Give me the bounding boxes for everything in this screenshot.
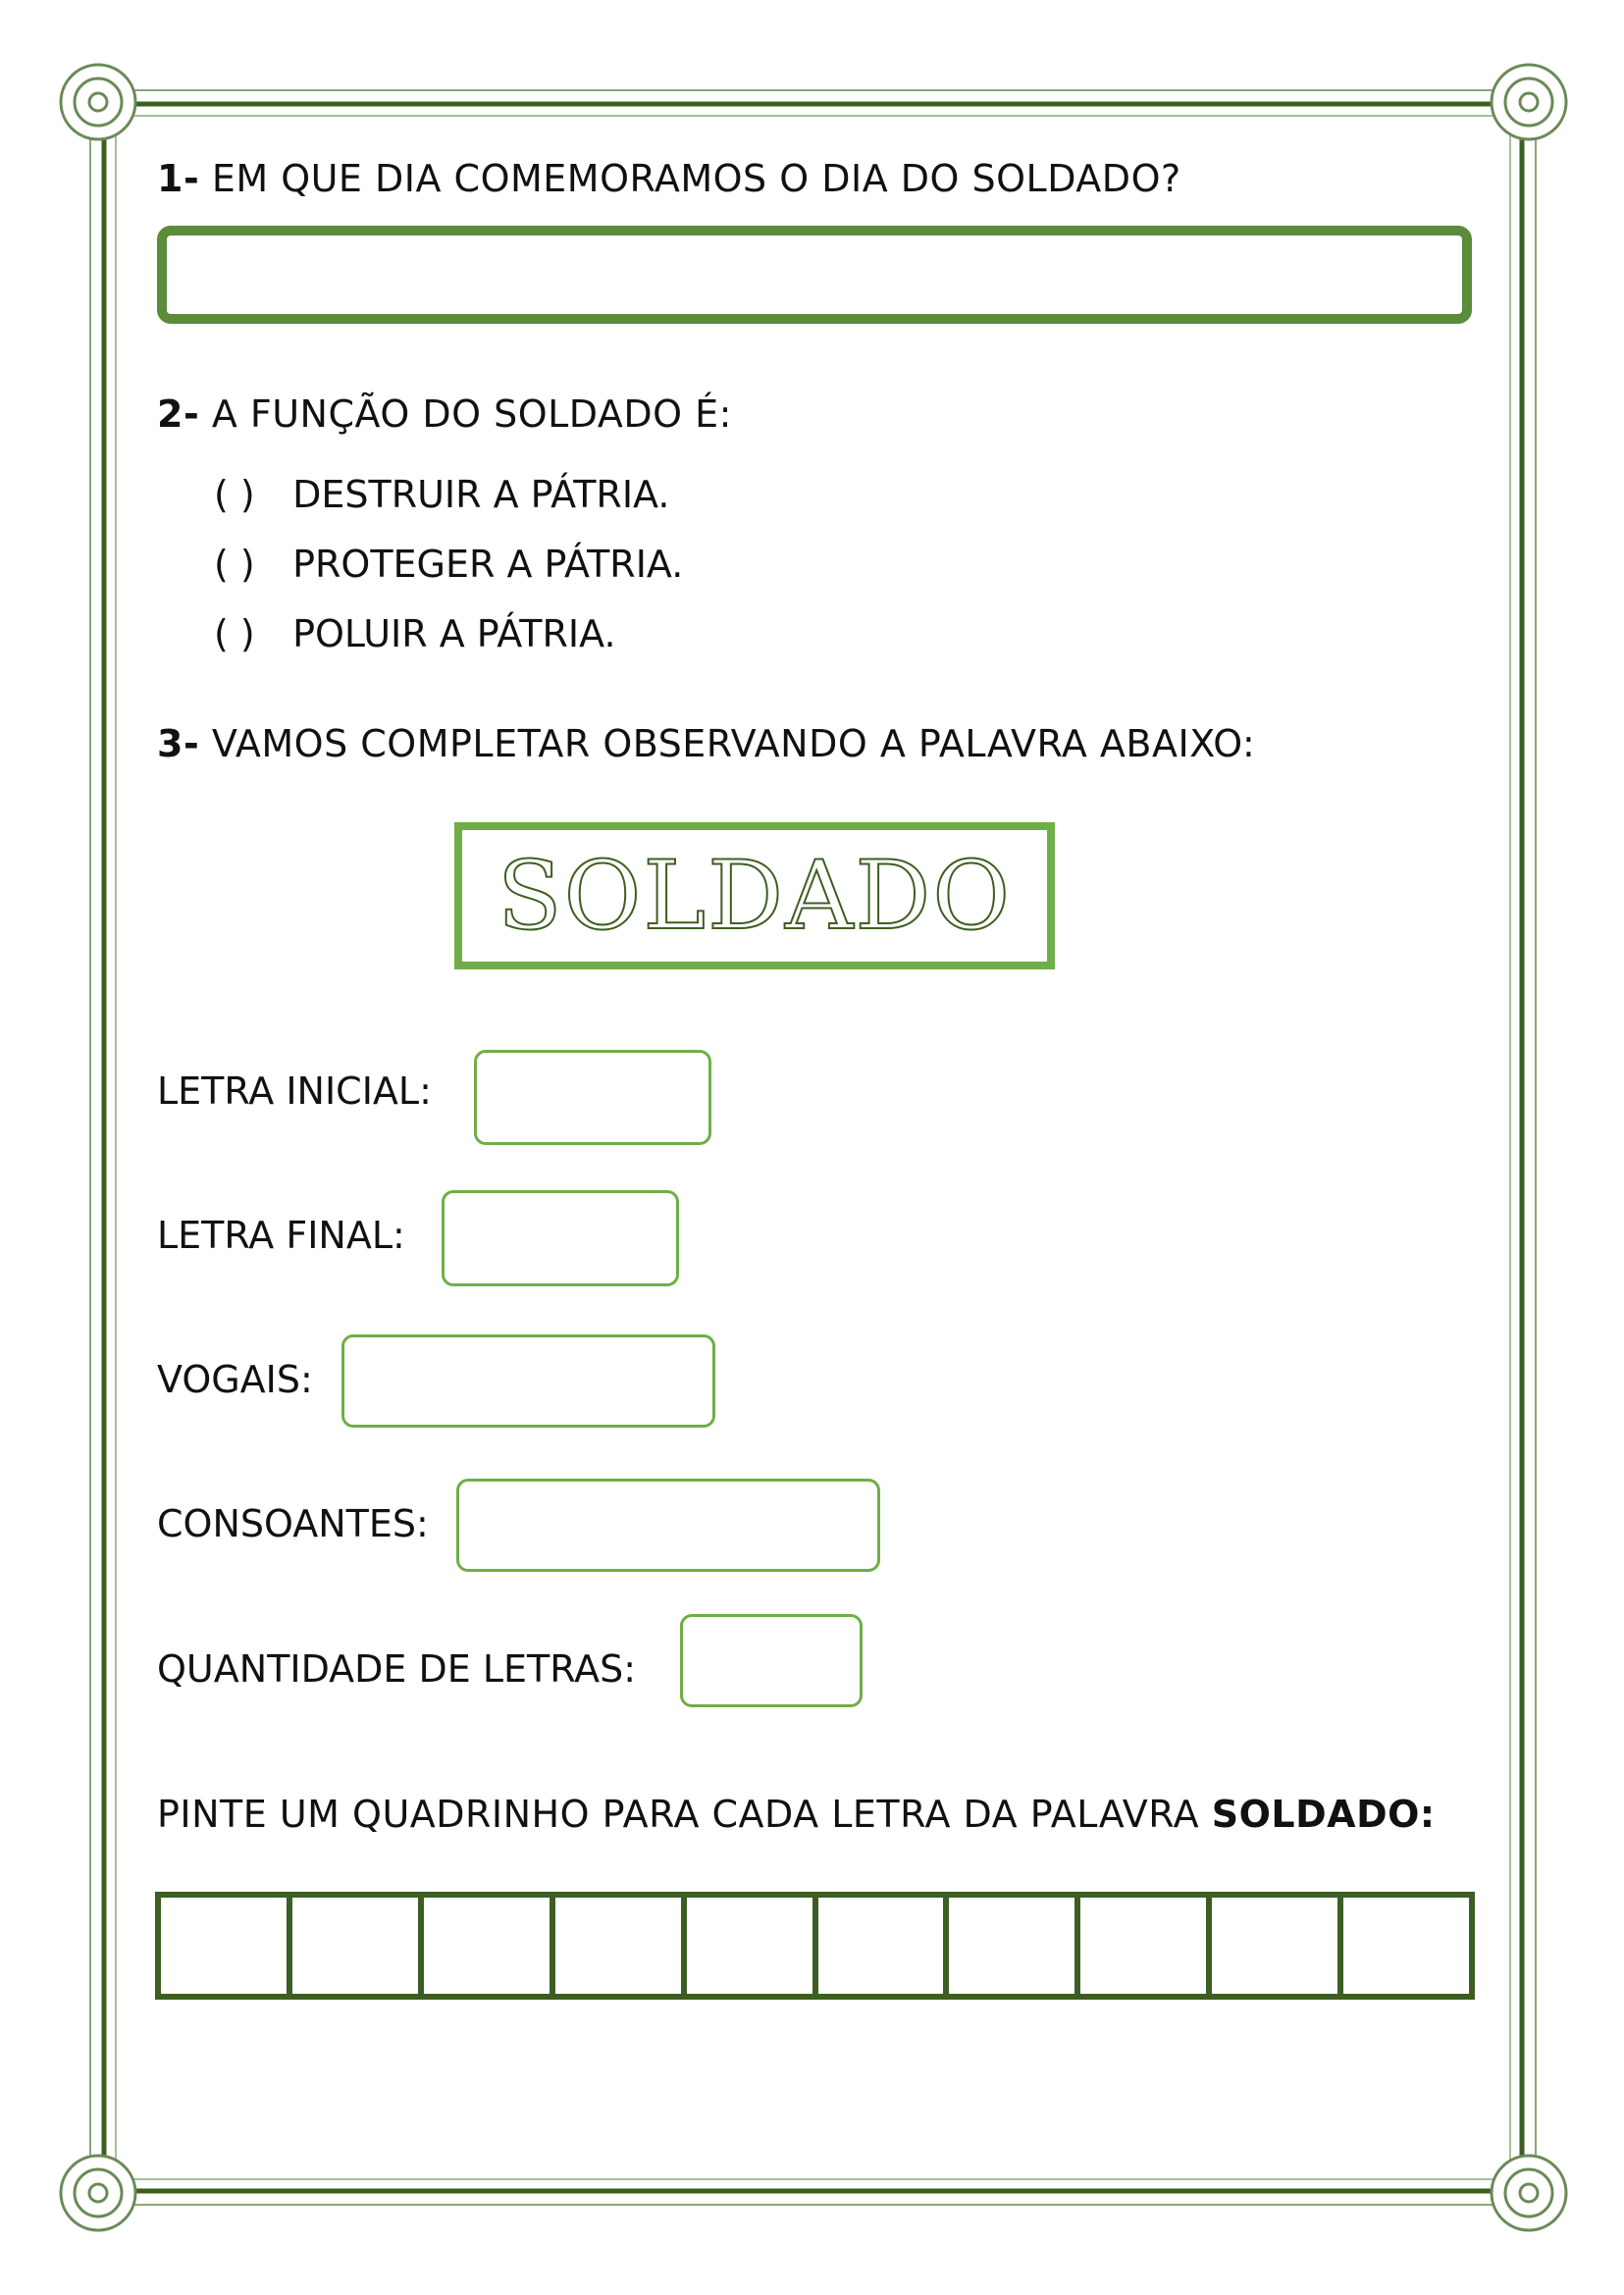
question-2-number: 2- <box>157 392 200 436</box>
question-3 <box>157 722 1255 765</box>
option-checkbox[interactable]: ( ) <box>214 473 255 516</box>
question-3-number: 3- <box>157 722 200 765</box>
question-2 <box>157 392 732 436</box>
option-checkbox[interactable]: ( ) <box>214 543 255 586</box>
question-1-number: 1- <box>157 157 200 200</box>
letter-square[interactable] <box>818 1898 950 1994</box>
paint-instruction-text: PINTE UM QUADRINHO PARA CADA LETRA DA PALAVRA <box>157 1793 1212 1836</box>
question-1-answer-box[interactable] <box>157 226 1472 324</box>
paint-instruction <box>157 1793 1436 1836</box>
quantidade-letras-box[interactable] <box>680 1614 863 1707</box>
option-label: POLUIR A PÁTRIA. <box>292 612 616 655</box>
letter-square[interactable] <box>161 1898 292 1994</box>
letra-inicial-box[interactable] <box>474 1050 711 1145</box>
letter-squares-grid <box>155 1892 1475 2000</box>
letter-square[interactable] <box>1080 1898 1212 1994</box>
paint-instruction-word: SOLDADO: <box>1211 1793 1436 1836</box>
option-label: DESTRUIR A PÁTRIA. <box>292 473 670 516</box>
label-letra-inicial: LETRA INICIAL: <box>157 1069 432 1113</box>
consoantes-box[interactable] <box>456 1479 880 1572</box>
vogais-box[interactable] <box>341 1334 715 1428</box>
letter-square[interactable] <box>687 1898 818 1994</box>
word-display-box <box>454 822 1055 969</box>
option-label: PROTEGER A PÁTRIA. <box>292 543 684 586</box>
label-letra-final: LETRA FINAL: <box>157 1214 405 1257</box>
question-1 <box>157 157 1181 200</box>
letter-square[interactable] <box>1212 1898 1343 1994</box>
label-consoantes: CONSOANTES: <box>157 1502 429 1545</box>
letter-square[interactable] <box>1343 1898 1469 1994</box>
option-checkbox[interactable]: ( ) <box>214 612 255 655</box>
option-poluir[interactable] <box>214 612 616 655</box>
letter-square[interactable] <box>424 1898 555 1994</box>
letter-square[interactable] <box>292 1898 424 1994</box>
label-quantidade-letras: QUANTIDADE DE LETRAS: <box>157 1647 637 1691</box>
option-proteger[interactable] <box>214 543 683 586</box>
letra-final-box[interactable] <box>442 1190 679 1286</box>
label-vogais: VOGAIS: <box>157 1358 313 1401</box>
word-soldado: SOLDADO <box>497 841 1013 951</box>
question-2-text: A FUNÇÃO DO SOLDADO É: <box>211 392 732 436</box>
question-3-text: VAMOS COMPLETAR OBSERVANDO A PALAVRA ABAIXO: <box>211 722 1256 765</box>
letter-square[interactable] <box>555 1898 687 1994</box>
option-destruir[interactable] <box>214 473 669 516</box>
letter-square[interactable] <box>949 1898 1080 1994</box>
question-1-text: EM QUE DIA COMEMORAMOS O DIA DO SOLDADO? <box>211 157 1181 200</box>
